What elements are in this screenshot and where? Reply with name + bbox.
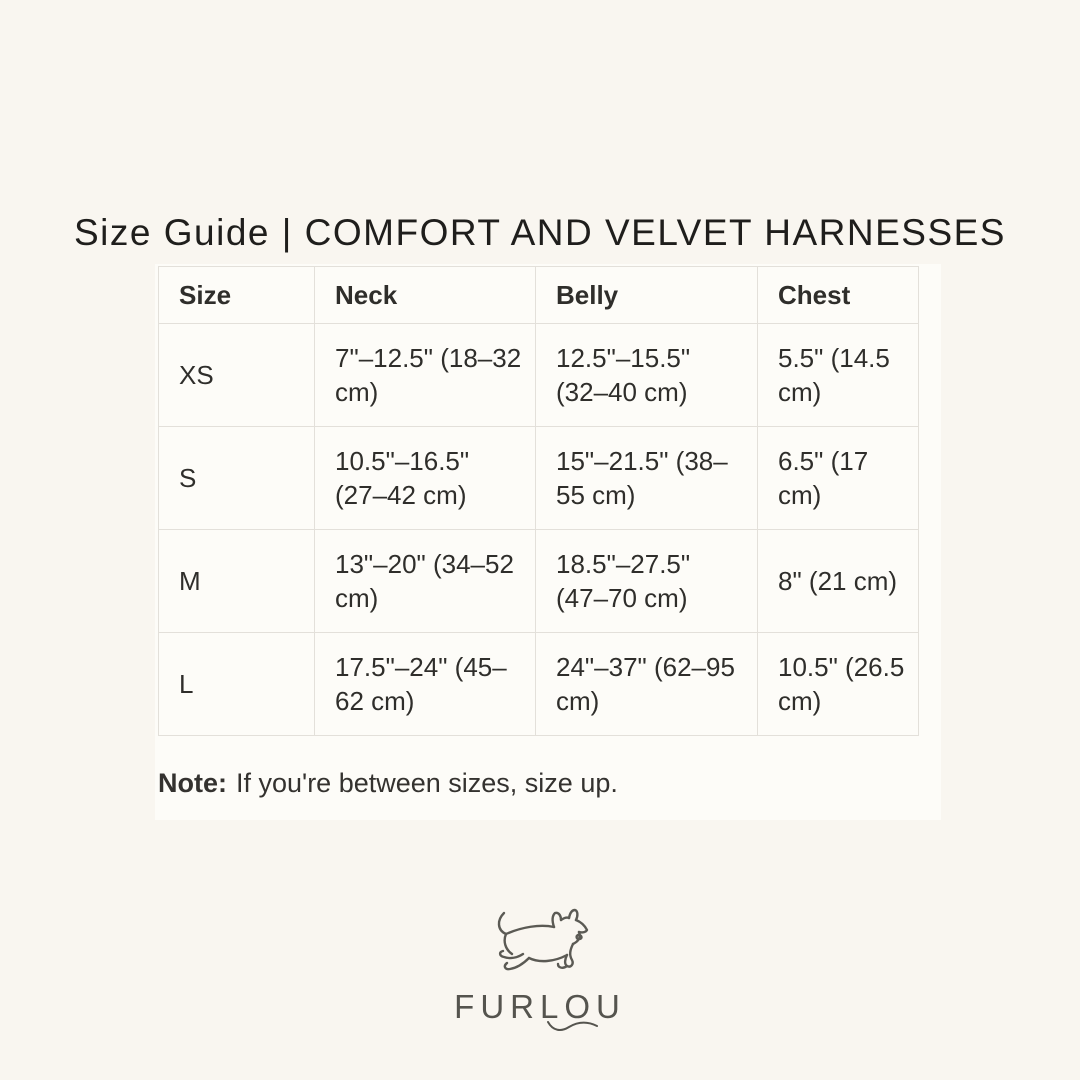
table-row-l xyxy=(159,633,919,736)
size-label: L xyxy=(159,633,315,736)
brand-wordmark-row xyxy=(0,988,1080,1026)
chest-measurement: 6.5" (17 cm) xyxy=(758,427,919,530)
note-label: Note: xyxy=(158,768,227,798)
table-row-s xyxy=(159,427,919,530)
table-row-xs xyxy=(159,324,919,427)
note-text: If you're between sizes, size up. xyxy=(236,768,618,798)
belly-measurement: 12.5"–15.5" (32–40 cm) xyxy=(536,324,758,427)
table-header-row xyxy=(159,267,919,324)
size-label: XS xyxy=(159,324,315,427)
belly-measurement: 15"–21.5" (38–55 cm) xyxy=(536,427,758,530)
chest-measurement: 8" (21 cm) xyxy=(758,530,919,633)
size-guide-table xyxy=(158,266,919,736)
belly-measurement: 18.5"–27.5" (47–70 cm) xyxy=(536,530,758,633)
brand-name: FURLOU xyxy=(454,988,626,1025)
page-title: Size Guide | COMFORT AND VELVET HARNESSES xyxy=(74,212,1006,253)
neck-measurement: 10.5"–16.5" (27–42 cm) xyxy=(315,427,536,530)
belly-measurement: 24"–37" (62–95 cm) xyxy=(536,633,758,736)
size-label: M xyxy=(159,530,315,633)
neck-measurement: 7"–12.5" (18–32 cm) xyxy=(315,324,536,427)
table-body xyxy=(159,324,919,736)
column-header-neck: Neck xyxy=(315,267,536,324)
logo-swash-icon xyxy=(547,1019,599,1033)
neck-measurement: 17.5"–24" (45–62 cm) xyxy=(315,633,536,736)
column-header-belly: Belly xyxy=(536,267,758,324)
table-row-m xyxy=(159,530,919,633)
size-label: S xyxy=(159,427,315,530)
column-header-size: Size xyxy=(159,267,315,324)
chest-measurement: 5.5" (14.5 cm) xyxy=(758,324,919,427)
neck-measurement: 13"–20" (34–52 cm) xyxy=(315,530,536,633)
chest-measurement: 10.5" (26.5 cm) xyxy=(758,633,919,736)
column-header-chest: Chest xyxy=(758,267,919,324)
brand-wordmark xyxy=(454,988,626,1026)
leaping-dog-icon xyxy=(482,906,602,986)
sizing-note xyxy=(158,768,618,799)
